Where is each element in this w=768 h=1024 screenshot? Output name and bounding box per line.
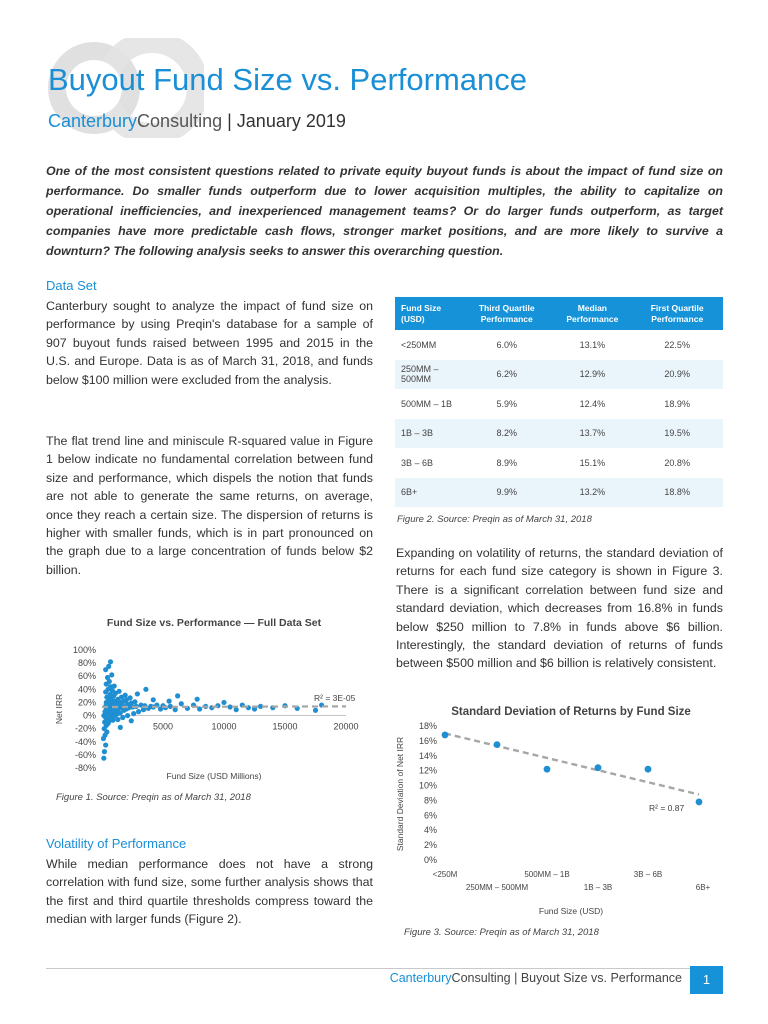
chart3-category-label: 250MM – 500MM: [465, 883, 529, 892]
table-cell: 6.2%: [460, 360, 553, 390]
chart1-xlabel: Fund Size (USD Millions): [166, 771, 262, 781]
table-row: [395, 448, 723, 478]
chart1-xtick-label: 10000: [211, 721, 237, 732]
chart1-point: [131, 711, 136, 716]
table-row: [395, 389, 723, 419]
data-set-paragraph-2: The flat trend line and miniscule R-squared value in Figure 1 below indicate no fundamental correlation between fund size and performance, which dispels the notion that funds are not able to generate the same returns, on average, once they reach a certain size. The dispersion of returns is higher with smaller funds, which is in part pronounced on the graph due to a large concentration of funds below $2 billion.: [46, 434, 373, 577]
chart1-point: [221, 700, 226, 705]
table-cell: 8.2%: [460, 419, 553, 449]
fund-size-performance-chart: [46, 606, 376, 786]
figure2-caption: Figure 2. Source: Preqin as of March 31, 2018: [397, 514, 592, 525]
table-cell: 6B+: [395, 478, 460, 508]
table-cell: 5.9%: [496, 398, 517, 409]
chart1-point: [110, 718, 115, 723]
table-cell: 12.4%: [579, 398, 606, 409]
footer-brand-part1: Canterbury: [389, 971, 452, 985]
chart1-point: [234, 707, 239, 712]
page-number: 1: [690, 966, 723, 994]
chart1-ytick-label: 80%: [77, 658, 96, 669]
table-cell: 18.9%: [664, 398, 690, 409]
volatility-paragraph: While median performance does not have a strong correlation with fund size, some further analysis shows that the first and third quartile thresholds compress toward the median with larger funds (Figure 2).: [46, 857, 373, 927]
chart1-point: [175, 693, 180, 698]
chart3-point: [595, 764, 602, 771]
chart3-title: Standard Deviation of Returns by Fund Size: [451, 706, 691, 718]
chart1-ytick-label: 60%: [77, 671, 96, 682]
chart3-point: [544, 766, 551, 773]
chart1-point: [112, 683, 117, 688]
chart1-ytick-label: 100%: [72, 645, 96, 655]
chart3-ytick-label: 12%: [418, 765, 437, 776]
chart1-point: [136, 709, 141, 714]
figure3-caption: Figure 3. Source: Preqin as of March 31, 2018: [404, 927, 599, 938]
chart1-point: [151, 697, 156, 702]
chart1-point: [179, 701, 184, 706]
header-third-quartile: Third Quartile Performance: [460, 297, 553, 330]
chart3-r2-label: R² = 0.87: [649, 802, 685, 813]
chart1-ytick-label: -80%: [74, 763, 96, 773]
table-cell: 13.7%: [553, 419, 631, 449]
chart1-point: [195, 697, 200, 702]
chart1-r2-label: R² = 3E-05: [314, 693, 356, 704]
chart3-ytick-label: 10%: [418, 780, 437, 791]
footer-rule: [46, 968, 723, 969]
chart1-point: [132, 699, 137, 704]
chart1-point: [313, 708, 318, 713]
chart3-xlabel: Fund Size (USD): [538, 906, 604, 916]
chart1-point: [228, 704, 233, 709]
header-first-quartile: First Quartile Performance: [631, 297, 723, 330]
std-dev-chart: [393, 696, 725, 922]
table-row: [395, 330, 723, 360]
table-header-row: [395, 297, 723, 330]
chart1-point: [108, 659, 113, 664]
chart1-point: [116, 689, 121, 694]
footer-brand-part2: Consulting: [451, 971, 511, 985]
chart3-ytick-label: 16%: [418, 735, 437, 746]
chart1-point: [135, 691, 140, 696]
chart1-ytick-label: -20%: [74, 723, 96, 734]
data-set-paragraph-1: Canterbury sought to analyze the impact of fund size on performance by using Preqin's database for a sample of 907 buyout funds raised between 1995 and 2015 in the U.S. and Europe. Data is as of March 31, 2018, and funds below $100 million were excluded from the analysis.: [46, 299, 373, 387]
chart1-point: [120, 715, 125, 720]
volatility-heading: Volatility of Performance: [46, 836, 187, 851]
chart3-trendline: [445, 733, 699, 794]
chart3-ytick-label: 4%: [423, 825, 437, 836]
chart3-category-label: 500MM – 1B: [524, 870, 570, 879]
table-cell: 8.9%: [496, 457, 517, 468]
chart1-point: [125, 713, 130, 718]
table-cell: 18.8%: [631, 478, 723, 508]
chart1-point: [123, 693, 128, 698]
table-cell: 20.9%: [631, 360, 723, 390]
table-cell: 6.0%: [496, 339, 517, 350]
quartile-table: [395, 297, 723, 507]
chart3-ytick-label: 18%: [418, 721, 437, 731]
subtitle: [48, 111, 346, 132]
data-set-heading: Data Set: [46, 278, 97, 293]
table-cell: 19.5%: [631, 419, 723, 449]
chart1-point: [118, 725, 123, 730]
chart3-ytick-label: 2%: [423, 840, 437, 851]
chart1-point: [115, 717, 120, 722]
chart1-point: [143, 687, 148, 692]
table-row: [395, 478, 723, 508]
chart3-ytick-label: 14%: [418, 750, 437, 761]
chart1-point: [109, 672, 114, 677]
brand-name-part1: Canterbury: [48, 111, 138, 131]
table-cell: 22.5%: [664, 339, 690, 350]
table-cell: 12.9%: [553, 360, 631, 390]
chart3-category-label: 6B+: [695, 883, 711, 892]
chart1-ytick-label: 40%: [77, 684, 96, 695]
chart1-point: [101, 756, 106, 761]
footer-text: [390, 971, 682, 985]
table-cell: 13.2%: [553, 478, 631, 508]
chart1-point: [127, 695, 132, 700]
chart1-point: [103, 742, 108, 747]
chart1-xtick-label: 15000: [272, 721, 298, 732]
chart1-ylabel: Net IRR: [54, 693, 64, 725]
figure1-caption: Figure 1. Source: Preqin as of March 31, 2018: [56, 792, 251, 803]
table-cell: 250MM – 500MM: [395, 360, 460, 390]
table-cell: 20.8%: [664, 457, 690, 468]
chart1-point: [167, 699, 172, 704]
subtitle-separator: |: [222, 111, 237, 131]
chart3-category-label: <250M: [432, 870, 458, 879]
report-date: January 2019: [236, 111, 346, 131]
table-cell: <250MM: [401, 339, 437, 350]
chart3-ytick-label: 0%: [423, 855, 437, 865]
chart3-ytick-label: 8%: [423, 795, 437, 806]
page-title: Buyout Fund Size vs. Performance: [48, 62, 528, 97]
chart3-ylabel: Standard Deviation of Net IRR: [395, 736, 405, 852]
table-cell: 9.9%: [460, 478, 553, 508]
chart3-category-label: 3B – 6B: [633, 870, 663, 879]
chart1-title: Fund Size vs. Performance — Full Data Set: [106, 617, 322, 629]
chart1-ytick-label: -60%: [74, 749, 96, 760]
footer-title: | Buyout Size vs. Performance: [510, 971, 682, 985]
table-row: [395, 360, 723, 390]
chart3-point: [442, 732, 449, 739]
brand-name-part2: Consulting: [137, 111, 223, 131]
table-cell: 13.1%: [579, 339, 606, 350]
header-fund-size: Fund Size (USD): [395, 297, 460, 330]
chart1-ytick-label: 0%: [82, 710, 96, 721]
chart1-xtick-label: 5000: [152, 721, 174, 732]
std-dev-paragraph: Expanding on volatility of returns, the standard deviation of returns for each fund size category is shown in Figure 3. There is a significant correlation between fund size and standard deviation, which decreases from 16.8% in funds below $250 million to 7.8% in funds above $6 billion. Interestingly, the standard deviation of returns of funds between $500 million and $6 billion is relatively consistent.: [396, 546, 723, 671]
table-row: [395, 419, 723, 449]
chart3-category-label: 1B – 3B: [583, 883, 613, 892]
chart1-point: [129, 718, 134, 723]
table-cell: 1B – 3B: [395, 419, 460, 449]
chart3-point: [696, 799, 703, 806]
chart3-ytick-label: 6%: [423, 810, 437, 821]
header-median: Median Performance: [553, 297, 631, 330]
chart1-xtick-label: 20000: [333, 721, 359, 732]
chart1-ytick-label: 20%: [77, 697, 96, 708]
table-cell: 3B – 6B: [401, 457, 434, 468]
chart3-point: [645, 766, 652, 773]
table-cell: 500MM – 1B: [401, 398, 453, 409]
chart1-ytick-label: -40%: [74, 736, 96, 747]
table-cell: 15.1%: [579, 457, 606, 468]
intro-paragraph: One of the most consistent questions related to private equity buyout funds is about the impact of fund size on performance. Do smaller funds outperform due to lower acquisition multiples, the ability to capitalize on operational inefficiencies, and inexperienced management teams? Or do larger funds outperform, as target companies have more predictable cash flows, stronger market positions, and are more likely to survive a downturn? The following analysis seeks to answer this overarching question.: [46, 164, 723, 258]
chart3-point: [494, 741, 501, 748]
chart1-point: [106, 664, 111, 669]
chart1-point: [102, 749, 107, 754]
